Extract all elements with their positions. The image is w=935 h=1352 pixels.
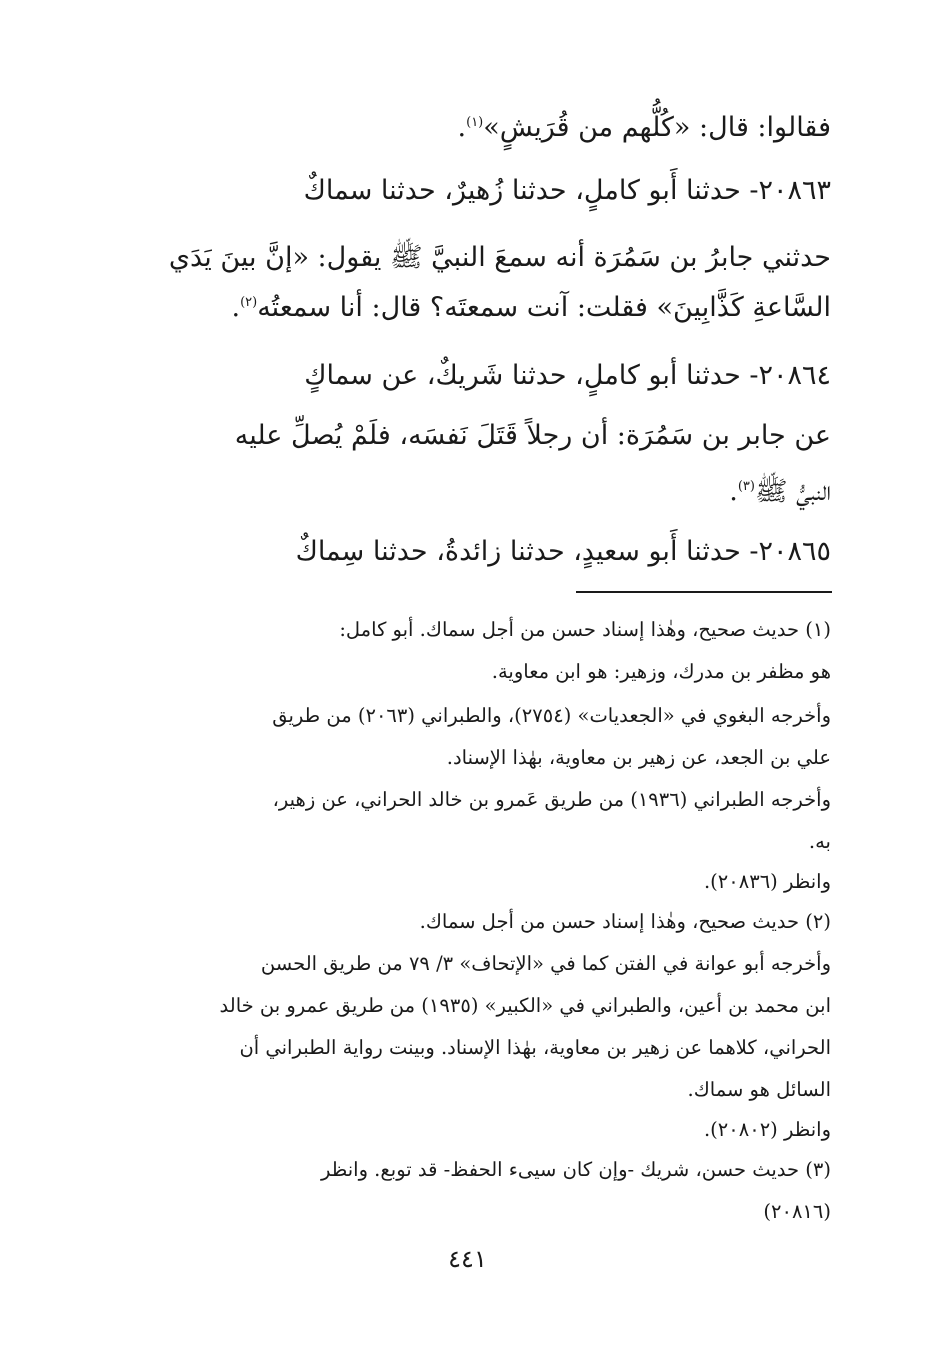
footnote-line-3: وأخرجه البغوي في «الجعديات» (٢٧٥٤)، والطبراني (٢٠٦٣) من طريق	[272, 704, 831, 727]
footnote-line-12: السائل هو سماك.	[687, 1078, 831, 1101]
page-number: ٤٤١	[448, 1245, 487, 1273]
main-line-4-text: السَّاعةِ كَذَّابِينَ» فقلت: آنت سمعتَه؟ قال: أنا سمعتُه	[257, 292, 831, 323]
footnote-line-10: ابن محمد بن أعين، والطبراني في «الكبير» (١٩٣٥) من طريق عمرو بن خالد	[219, 994, 831, 1017]
footnote-separator	[576, 591, 832, 593]
footnote-line-7: وانظر (٢٠٨٣٦).	[703, 870, 831, 893]
main-line-3: حدثني جابرُ بن سَمُرَة أنه سمعَ النبيَّ ﷺ يقول: «إنَّ بينَ يَدَي	[168, 242, 831, 273]
footnote-line-14: (٣) حديث حسن، شريك -وإن كان سيىء الحفظ- قد توبع. وانظر	[320, 1158, 831, 1181]
footnote-line-13: وانظر (٢٠٨٠٢).	[703, 1118, 831, 1141]
footnote-ref-3: (٣)	[737, 479, 755, 494]
main-line-7-text: النبيُّ ﷺ	[754, 476, 831, 507]
footnote-line-15: (٢٠٨١٦)	[763, 1200, 831, 1223]
main-line-7	[729, 474, 831, 514]
main-line-1-text: فقالوا: قال: «كُلُّهم من قُرَيشٍ»	[483, 112, 831, 143]
main-line-1-end: .	[457, 112, 467, 143]
footnote-line-1: (١) حديث صحيح، وهٰذا إسناد حسن من أجل سماك. أبو كامل:	[339, 618, 831, 641]
main-line-4	[231, 292, 831, 323]
footnote-line-6: به.	[808, 830, 831, 853]
footnote-line-9: وأخرجه أبو عوانة في الفتن كما في «الإتحاف» ٣/ ٧٩ من طريق الحسن	[260, 952, 831, 975]
main-line-7-end: .	[729, 476, 738, 507]
main-line-1	[458, 112, 831, 143]
hadith-20865-header: ٢٠٨٦٥- حدثنا أَبو سعيدٍ، حدثنا زائدةُ، حدثنا سِماكٌ	[295, 536, 831, 567]
footnote-line-8: (٢) حديث صحيح، وهٰذا إسناد حسن من أجل سماك.	[419, 910, 831, 933]
footnote-line-5: وأخرجه الطبراني (١٩٣٦) من طريق عَمرو بن خالد الحراني، عن زهير،	[272, 788, 831, 811]
footnote-line-11: الحراني، كلاهما عن زهير بن معاوية، بهٰذا الإسناد. وبينت رواية الطبراني أن	[239, 1036, 831, 1059]
footnote-line-4: علي بن الجعد، عن زهير بن معاوية، بهٰذا الإسناد.	[446, 746, 831, 769]
main-line-4-end: .	[231, 292, 241, 323]
hadith-20864-header: ٢٠٨٦٤- حدثنا أبو كاملٍ، حدثنا شَريكٌ، عن سماكٍ	[304, 360, 831, 391]
footnote-ref-1: (١)	[466, 115, 484, 130]
hadith-20863-header: ٢٠٨٦٣- حدثنا أَبو كاملٍ، حدثنا زُهيرٌ، حدثنا سماكٌ	[303, 175, 831, 206]
footnote-ref-2: (٢)	[240, 295, 258, 310]
footnote-line-2: هو مظفر بن مدرك، وزهير: هو ابن معاوية.	[491, 660, 831, 683]
main-line-6: عن جابر بن سَمُرَة: أن رجلاً قَتَلَ نَفسَه، فلَمْ يُصلِّ عليه	[234, 420, 831, 451]
